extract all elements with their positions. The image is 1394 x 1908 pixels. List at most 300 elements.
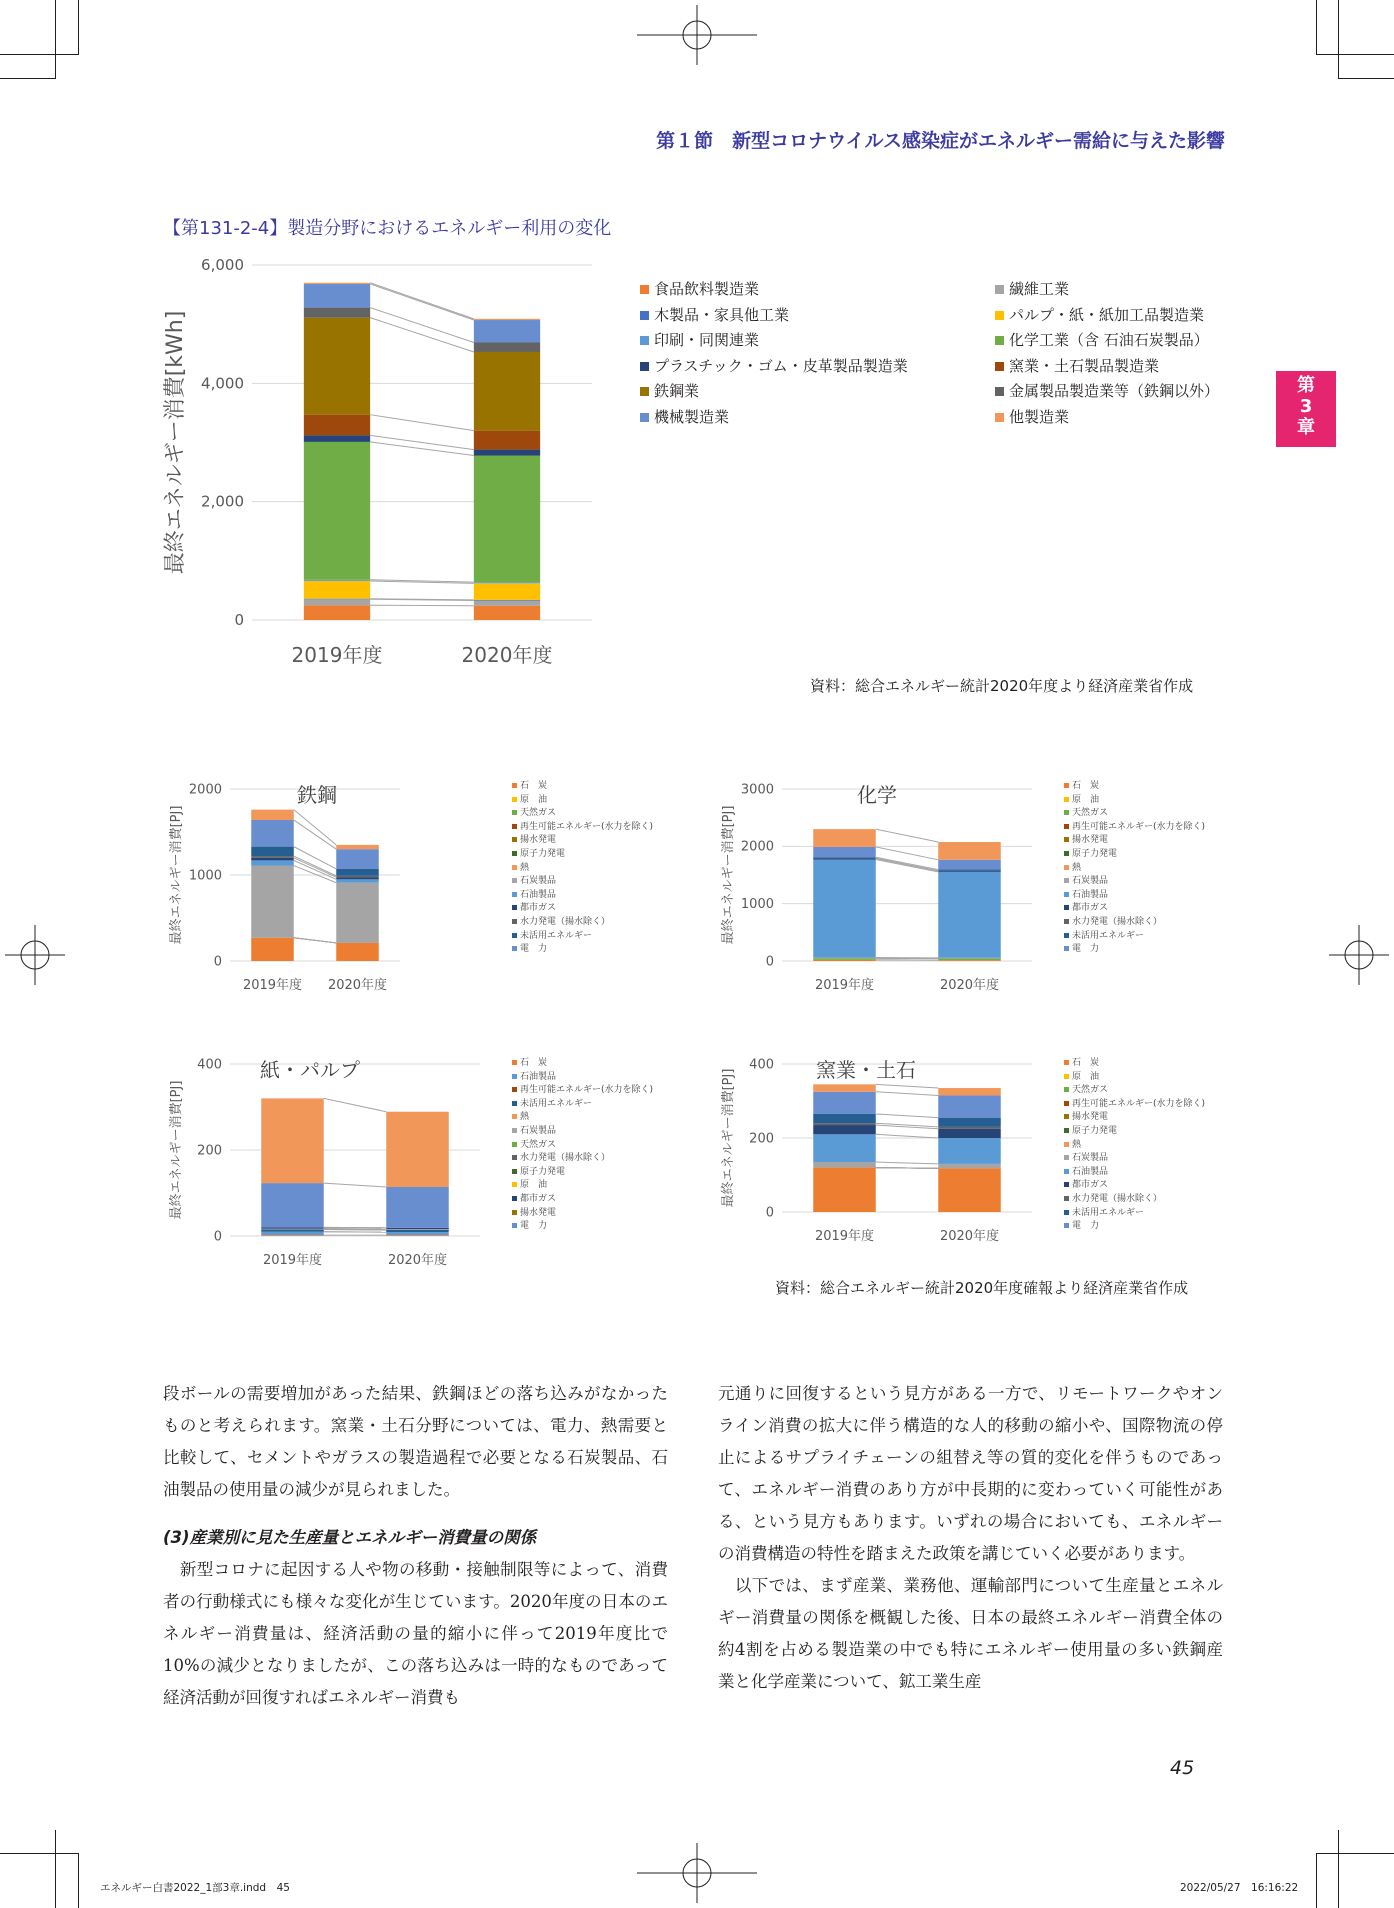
legend-item bbox=[512, 1069, 556, 1082]
section-title: 第１節 新型コロナウイルス感染症がエネルギー需給に与えた影響 bbox=[656, 130, 1225, 152]
legend-item bbox=[1064, 928, 1144, 941]
legend-item bbox=[512, 832, 556, 845]
legend-label: 揚水発電 bbox=[520, 1207, 557, 1218]
chart-title: 紙・パルプ bbox=[260, 1058, 360, 1082]
legend-label: 石油製品 bbox=[520, 889, 557, 900]
bar-segment bbox=[304, 284, 370, 308]
crop-mark bbox=[0, 78, 56, 79]
legend-swatch bbox=[512, 1114, 517, 1119]
bar-segment bbox=[304, 308, 370, 318]
legend-item bbox=[1064, 1109, 1108, 1122]
legend-label: 石炭製品 bbox=[520, 1126, 557, 1136]
legend-item bbox=[1064, 832, 1108, 845]
legend-item bbox=[995, 278, 1069, 299]
crop-mark bbox=[1316, 0, 1317, 55]
crop-mark bbox=[1338, 78, 1394, 79]
bar-segment bbox=[813, 858, 876, 859]
crop-mark bbox=[78, 1853, 79, 1908]
legend-label: 熱 bbox=[520, 1112, 530, 1123]
legend-swatch bbox=[1064, 946, 1069, 951]
y-tick-label: 200 bbox=[197, 1143, 222, 1159]
bar-segment bbox=[474, 320, 540, 342]
crop-mark bbox=[78, 0, 79, 55]
legend-item bbox=[995, 329, 1209, 350]
legend-item bbox=[512, 887, 556, 900]
legend-swatch bbox=[512, 1101, 517, 1106]
legend-item bbox=[1064, 914, 1162, 927]
bar-segment bbox=[251, 847, 294, 856]
x-tick-label: 2019年度 bbox=[814, 1229, 875, 1244]
connector-line bbox=[876, 858, 939, 870]
legend-swatch bbox=[512, 1196, 517, 1201]
legend-label: パルプ・紙・紙加工品製造業 bbox=[1009, 305, 1205, 324]
legend-swatch bbox=[512, 824, 517, 829]
crop-mark bbox=[1316, 1853, 1317, 1908]
bar-segment bbox=[304, 435, 370, 442]
connector-line bbox=[370, 284, 474, 320]
legend-item bbox=[1064, 805, 1108, 818]
legend-swatch bbox=[640, 362, 649, 371]
steel-chart bbox=[160, 775, 500, 1010]
crop-mark bbox=[0, 1853, 78, 1854]
y-tick-label: 6,000 bbox=[201, 256, 244, 274]
connector-line bbox=[370, 435, 474, 449]
legend-item bbox=[995, 380, 1219, 401]
bar-segment bbox=[938, 860, 1001, 870]
bar-segment bbox=[251, 858, 294, 861]
legend-swatch bbox=[1064, 1169, 1069, 1174]
legend-swatch bbox=[1064, 824, 1069, 829]
bar-segment bbox=[474, 352, 540, 431]
legend-item bbox=[1064, 1123, 1117, 1136]
y-tick-label: 2000 bbox=[740, 839, 774, 855]
bar-segment bbox=[813, 958, 876, 959]
legend-swatch bbox=[512, 905, 517, 910]
legend-swatch bbox=[640, 285, 649, 294]
legend-item bbox=[1064, 1055, 1099, 1068]
chapter-tab-line: 3 bbox=[1299, 396, 1313, 417]
legend-label: 石 炭 bbox=[520, 781, 548, 791]
legend-swatch bbox=[1064, 1210, 1069, 1215]
legend-label: 鉄鋼業 bbox=[654, 382, 700, 400]
legend-swatch bbox=[640, 311, 649, 320]
legend-swatch bbox=[1064, 1074, 1069, 1079]
legend-item bbox=[512, 1191, 556, 1204]
bar-segment bbox=[938, 870, 1001, 871]
bar-segment bbox=[474, 583, 540, 600]
legend-swatch bbox=[512, 892, 517, 897]
bar-segment bbox=[938, 958, 1001, 959]
bar-segment bbox=[386, 1232, 449, 1235]
bar-segment bbox=[386, 1187, 449, 1228]
bar-segment bbox=[474, 600, 540, 601]
bar-segment bbox=[304, 580, 370, 581]
source-note: 資料：総合エネルギー統計2020年度より経済産業省作成 bbox=[810, 677, 1194, 695]
connector-line bbox=[876, 1114, 939, 1118]
legend-item bbox=[512, 1123, 556, 1136]
bar-segment bbox=[336, 883, 379, 943]
crop-mark bbox=[55, 1830, 56, 1908]
bar-segment bbox=[813, 1162, 876, 1168]
legend-label: 天然ガス bbox=[520, 1139, 557, 1150]
y-axis-label: 最終エネルギー消費[kWh] bbox=[163, 310, 188, 575]
legend-label: 天然ガス bbox=[1072, 808, 1109, 819]
legend-item bbox=[1064, 941, 1099, 954]
x-tick-label: 2019年度 bbox=[291, 643, 383, 667]
bar-segment bbox=[304, 581, 370, 599]
legend-item bbox=[1064, 860, 1081, 873]
chart-title: 鉄鋼 bbox=[297, 783, 337, 807]
legend-swatch bbox=[512, 837, 517, 842]
legend-swatch bbox=[512, 797, 517, 802]
x-tick-label: 2020年度 bbox=[939, 978, 1000, 993]
connector-line bbox=[876, 1162, 939, 1164]
legend-item bbox=[1064, 1177, 1108, 1190]
chart-title: 窯業・土石 bbox=[816, 1058, 916, 1082]
legend-label: 再生可能エネルギー(水力を除く) bbox=[1072, 1098, 1206, 1109]
legend-swatch bbox=[1064, 919, 1069, 924]
y-tick-label: 2000 bbox=[188, 782, 222, 798]
y-tick-label: 0 bbox=[213, 954, 222, 970]
connector-line bbox=[876, 1123, 939, 1127]
crop-mark bbox=[0, 54, 78, 55]
legend-item bbox=[512, 819, 653, 832]
bar-segment bbox=[304, 318, 370, 415]
legend-swatch bbox=[1064, 933, 1069, 938]
bar-segment bbox=[261, 1229, 324, 1230]
x-tick-label: 2020年度 bbox=[461, 643, 553, 667]
legend-item bbox=[1064, 1150, 1108, 1163]
legend-item bbox=[1064, 887, 1108, 900]
legend-swatch bbox=[1064, 1128, 1069, 1133]
legend-label: 揚水発電 bbox=[1072, 1112, 1109, 1123]
legend-item bbox=[512, 1096, 592, 1109]
bar-segment bbox=[813, 960, 876, 961]
legend-label: 石 炭 bbox=[1072, 1058, 1100, 1068]
connector-line bbox=[876, 1092, 939, 1096]
legend-item bbox=[640, 278, 759, 299]
chemical-chart bbox=[712, 775, 1052, 1010]
legend-label: 金属製品製造業等（鉄鋼以外） bbox=[1009, 382, 1220, 400]
y-tick-label: 3000 bbox=[740, 782, 774, 798]
legend-item bbox=[995, 406, 1069, 427]
bar-segment bbox=[386, 1229, 449, 1230]
bar-segment bbox=[474, 600, 540, 605]
legend-swatch bbox=[1064, 1087, 1069, 1092]
legend-label: 石炭製品 bbox=[1072, 876, 1109, 887]
legend-item bbox=[640, 355, 908, 376]
legend-item bbox=[1064, 1137, 1081, 1150]
figure-title: 【第131-2-4】製造分野におけるエネルギー利用の変化 bbox=[163, 218, 612, 239]
connector-line bbox=[876, 1168, 939, 1169]
bar-segment bbox=[386, 1230, 449, 1232]
legend-swatch bbox=[1064, 783, 1069, 788]
y-tick-label: 4,000 bbox=[201, 374, 244, 393]
legend-item bbox=[1064, 846, 1117, 859]
steel-legend bbox=[512, 778, 672, 968]
legend-label: 電 力 bbox=[520, 944, 548, 955]
crop-mark bbox=[55, 0, 56, 78]
source-note: 資料：総合エネルギー統計2020年度確報より経済産業省作成 bbox=[775, 1279, 1189, 1297]
bar-segment bbox=[251, 820, 294, 847]
y-tick-label: 400 bbox=[197, 1057, 222, 1073]
main-chart bbox=[160, 250, 610, 670]
legend-swatch bbox=[995, 362, 1004, 371]
bar-segment bbox=[386, 1235, 449, 1236]
legend-swatch bbox=[1064, 851, 1069, 856]
legend-label: 窯業・土石製品製造業 bbox=[1009, 356, 1160, 375]
chart-title: 化学 bbox=[857, 783, 897, 807]
legend-swatch bbox=[1064, 1223, 1069, 1228]
chemical-legend bbox=[1064, 778, 1244, 988]
bar-segment bbox=[813, 1114, 876, 1123]
body-left-column bbox=[163, 1378, 668, 1714]
legend-label: 他製造業 bbox=[1009, 407, 1070, 426]
bar-segment bbox=[261, 1230, 324, 1232]
legend-item bbox=[1064, 1082, 1108, 1095]
y-tick-label: 200 bbox=[749, 1131, 774, 1147]
bar-segment bbox=[813, 847, 876, 857]
bar-segment bbox=[336, 869, 379, 876]
legend-label: 天然ガス bbox=[520, 808, 557, 819]
legend-label: 未活用エネルギー bbox=[520, 930, 593, 941]
legend-item bbox=[1064, 792, 1099, 805]
x-tick-label: 2020年度 bbox=[387, 1253, 448, 1268]
connector-line bbox=[370, 442, 474, 456]
legend-swatch bbox=[512, 1060, 517, 1065]
legend-label: 都市ガス bbox=[1072, 903, 1109, 914]
legend-swatch bbox=[512, 1223, 517, 1228]
registration-mark bbox=[5, 925, 65, 985]
bar-segment bbox=[474, 431, 540, 450]
legend-swatch bbox=[1064, 1114, 1069, 1119]
registration-mark bbox=[1329, 925, 1389, 985]
legend-swatch bbox=[995, 336, 1004, 345]
bar-segment bbox=[938, 1138, 1001, 1164]
bar-segment bbox=[938, 958, 1001, 960]
legend-swatch bbox=[995, 285, 1004, 294]
x-tick-label: 2020年度 bbox=[327, 978, 388, 993]
y-axis-label: 最終エネルギー消費[PJ] bbox=[721, 1068, 736, 1208]
x-tick-label: 2019年度 bbox=[242, 978, 303, 993]
bar-segment bbox=[261, 1183, 324, 1227]
bar-segment bbox=[474, 582, 540, 583]
legend-item bbox=[512, 1055, 547, 1068]
legend-label: 未活用エネルギー bbox=[1072, 1207, 1145, 1218]
legend-swatch bbox=[640, 336, 649, 345]
legend-label: 食品飲料製造業 bbox=[654, 280, 760, 298]
y-tick-label: 0 bbox=[765, 1205, 774, 1221]
connector-line bbox=[370, 318, 474, 352]
legend-swatch bbox=[1064, 1196, 1069, 1201]
legend-label: 石 炭 bbox=[1072, 781, 1100, 791]
legend-swatch bbox=[512, 919, 517, 924]
legend-item bbox=[512, 1150, 610, 1163]
x-tick-label: 2020年度 bbox=[939, 1229, 1000, 1244]
legend-item bbox=[512, 1082, 653, 1095]
legend-swatch bbox=[512, 1074, 517, 1079]
legend-swatch bbox=[512, 1142, 517, 1147]
y-tick-label: 1000 bbox=[188, 868, 222, 884]
legend-swatch bbox=[1064, 892, 1069, 897]
bar-segment bbox=[938, 872, 1001, 958]
y-axis-label: 最終エネルギー消費[PJ] bbox=[169, 1080, 184, 1220]
legend-swatch bbox=[512, 1155, 517, 1160]
connector-line bbox=[324, 1098, 387, 1111]
ceramic-legend bbox=[1064, 1055, 1244, 1265]
bar-segment bbox=[261, 1098, 324, 1183]
legend-label: 原 油 bbox=[520, 1180, 548, 1191]
legend-label: 再生可能エネルギー(水力を除く) bbox=[520, 1085, 654, 1096]
legend-item bbox=[1064, 1164, 1108, 1177]
legend-label: プラスチック・ゴム・皮革製品製造業 bbox=[654, 356, 908, 375]
y-axis-label: 最終エネルギー消費[PJ] bbox=[721, 805, 736, 945]
legend-swatch bbox=[1064, 797, 1069, 802]
legend-swatch bbox=[512, 783, 517, 788]
legend-label: 水力発電（揚水除く） bbox=[1072, 1194, 1163, 1204]
legend-label: 揚水発電 bbox=[520, 835, 557, 846]
connector-line bbox=[294, 860, 337, 879]
legend-swatch bbox=[512, 933, 517, 938]
legend-swatch bbox=[512, 878, 517, 883]
x-tick-label: 2019年度 bbox=[814, 978, 875, 993]
legend-item bbox=[1064, 1069, 1099, 1082]
legend-item bbox=[1064, 1205, 1144, 1218]
y-axis-label: 最終エネルギー消費[PJ] bbox=[169, 805, 184, 945]
legend-swatch bbox=[512, 1182, 517, 1187]
paragraph: 元通りに回復するという見方がある一方で、リモートワークやオンライン消費の拡大に伴う構造的な人的移動の縮小や、国際物流の停止によるサプライチェーンの組替え等の質的変化を伴うものであって、エネルギー消費のあり方が中長期的に変わっていく可能性がある、という見方もあります。いずれの場合においても、エネルギーの消費構造の特性を踏まえた政策を講じていく必要があります。 bbox=[718, 1384, 1223, 1563]
page-number: 45 bbox=[1170, 1757, 1195, 1779]
bar-segment bbox=[304, 599, 370, 600]
legend-label: 石油製品 bbox=[1072, 1166, 1109, 1177]
bar-segment bbox=[261, 1235, 324, 1236]
y-tick-label: 0 bbox=[213, 1229, 222, 1245]
legend-item bbox=[512, 792, 547, 805]
legend-swatch bbox=[995, 413, 1004, 422]
legend-label: 原 油 bbox=[1072, 794, 1100, 805]
connector-line bbox=[370, 308, 474, 343]
legend-swatch bbox=[1064, 1142, 1069, 1147]
bar-segment bbox=[813, 1084, 876, 1091]
bar-segment bbox=[304, 283, 370, 284]
legend-label: 化学工業（含 石油石炭製品） bbox=[1009, 331, 1209, 349]
bar-segment bbox=[938, 1088, 1001, 1095]
bar-segment bbox=[304, 599, 370, 605]
legend-item bbox=[512, 1205, 556, 1218]
legend-swatch bbox=[512, 1169, 517, 1174]
legend-item bbox=[640, 406, 729, 427]
legend-item bbox=[1064, 900, 1108, 913]
bar-segment bbox=[813, 857, 876, 858]
chapter-tab bbox=[1276, 371, 1336, 447]
bar-segment bbox=[813, 1092, 876, 1114]
legend-label: 再生可能エネルギー(水力を除く) bbox=[520, 821, 654, 832]
bar-segment bbox=[813, 1125, 876, 1134]
legend-item bbox=[512, 778, 547, 791]
legend-label: 原子力発電 bbox=[1072, 1126, 1118, 1136]
connector-line bbox=[294, 820, 337, 849]
bar-segment bbox=[938, 1127, 1001, 1129]
legend-swatch bbox=[1064, 1182, 1069, 1187]
legend-label: 天然ガス bbox=[1072, 1085, 1109, 1096]
legend-swatch bbox=[1064, 865, 1069, 870]
legend-item bbox=[512, 1218, 547, 1231]
legend-label: 原 油 bbox=[1072, 1071, 1100, 1082]
legend-label: 電 力 bbox=[1072, 944, 1100, 955]
connector-line bbox=[294, 938, 337, 943]
legend-swatch bbox=[1064, 837, 1069, 842]
legend-item bbox=[640, 329, 759, 350]
bar-segment bbox=[938, 842, 1001, 860]
legend-label: 石炭製品 bbox=[1072, 1153, 1109, 1164]
bar-segment bbox=[474, 319, 540, 320]
bar-segment bbox=[938, 871, 1001, 872]
legend-item bbox=[1064, 1218, 1099, 1231]
bar-segment bbox=[251, 860, 294, 865]
bar-segment bbox=[813, 829, 876, 847]
bar-segment bbox=[336, 876, 379, 877]
legend-label: 都市ガス bbox=[1072, 1180, 1109, 1191]
bar-segment bbox=[938, 1168, 1001, 1212]
x-tick-label: 2019年度 bbox=[262, 1253, 323, 1268]
legend-item bbox=[512, 941, 547, 954]
bar-segment bbox=[938, 1164, 1001, 1168]
crop-mark bbox=[1338, 0, 1339, 78]
legend-swatch bbox=[512, 810, 517, 815]
connector-line bbox=[876, 860, 939, 872]
legend-swatch bbox=[640, 387, 649, 396]
legend-item bbox=[640, 304, 789, 325]
legend-label: 電 力 bbox=[520, 1221, 548, 1232]
connector-line bbox=[294, 810, 337, 845]
legend-item bbox=[640, 380, 699, 401]
legend-item bbox=[512, 860, 529, 873]
legend-item bbox=[512, 900, 556, 913]
legend-label: 石油製品 bbox=[1072, 889, 1109, 900]
bar-segment bbox=[474, 343, 540, 352]
legend-label: 都市ガス bbox=[520, 1194, 557, 1204]
legend-item bbox=[512, 1177, 547, 1190]
legend-swatch bbox=[995, 311, 1004, 320]
legend-item bbox=[512, 1137, 556, 1150]
bar-segment bbox=[938, 1118, 1001, 1127]
legend-label: 水力発電（揚水除く） bbox=[520, 1153, 611, 1164]
legend-label: 石 炭 bbox=[520, 1058, 548, 1068]
legend-item bbox=[512, 914, 610, 927]
bar-segment bbox=[304, 605, 370, 620]
main-legend bbox=[640, 278, 1260, 428]
legend-label: 水力発電（揚水除く） bbox=[520, 917, 611, 927]
bar-segment bbox=[813, 1123, 876, 1125]
crop-mark bbox=[1316, 54, 1394, 55]
legend-item bbox=[512, 846, 565, 859]
registration-mark bbox=[637, 5, 757, 65]
legend-item bbox=[1064, 778, 1099, 791]
legend-label: 未活用エネルギー bbox=[520, 1098, 593, 1109]
connector-line bbox=[876, 1125, 939, 1129]
bar-segment bbox=[938, 1129, 1001, 1138]
legend-item bbox=[512, 1109, 529, 1122]
connector-line bbox=[876, 1084, 939, 1088]
y-tick-label: 1000 bbox=[740, 897, 774, 912]
registration-mark bbox=[637, 1843, 757, 1903]
crop-mark bbox=[1316, 1853, 1394, 1854]
bar-segment bbox=[251, 866, 294, 938]
legend-label: 揚水発電 bbox=[1072, 835, 1109, 846]
paragraph: 以下では、まず産業、業務他、運輸部門について生産量とエネルギー消費量の関係を概観した後、日本の最終エネルギー消費全体の約4割を占める製造業の中でも特にエネルギー使用量の多い鉄鋼産業と化学産業について、鉱工業生産 bbox=[718, 1576, 1223, 1691]
chapter-tab-line: 章 bbox=[1297, 417, 1315, 438]
legend-label: 木製品・家具他工業 bbox=[654, 305, 790, 324]
